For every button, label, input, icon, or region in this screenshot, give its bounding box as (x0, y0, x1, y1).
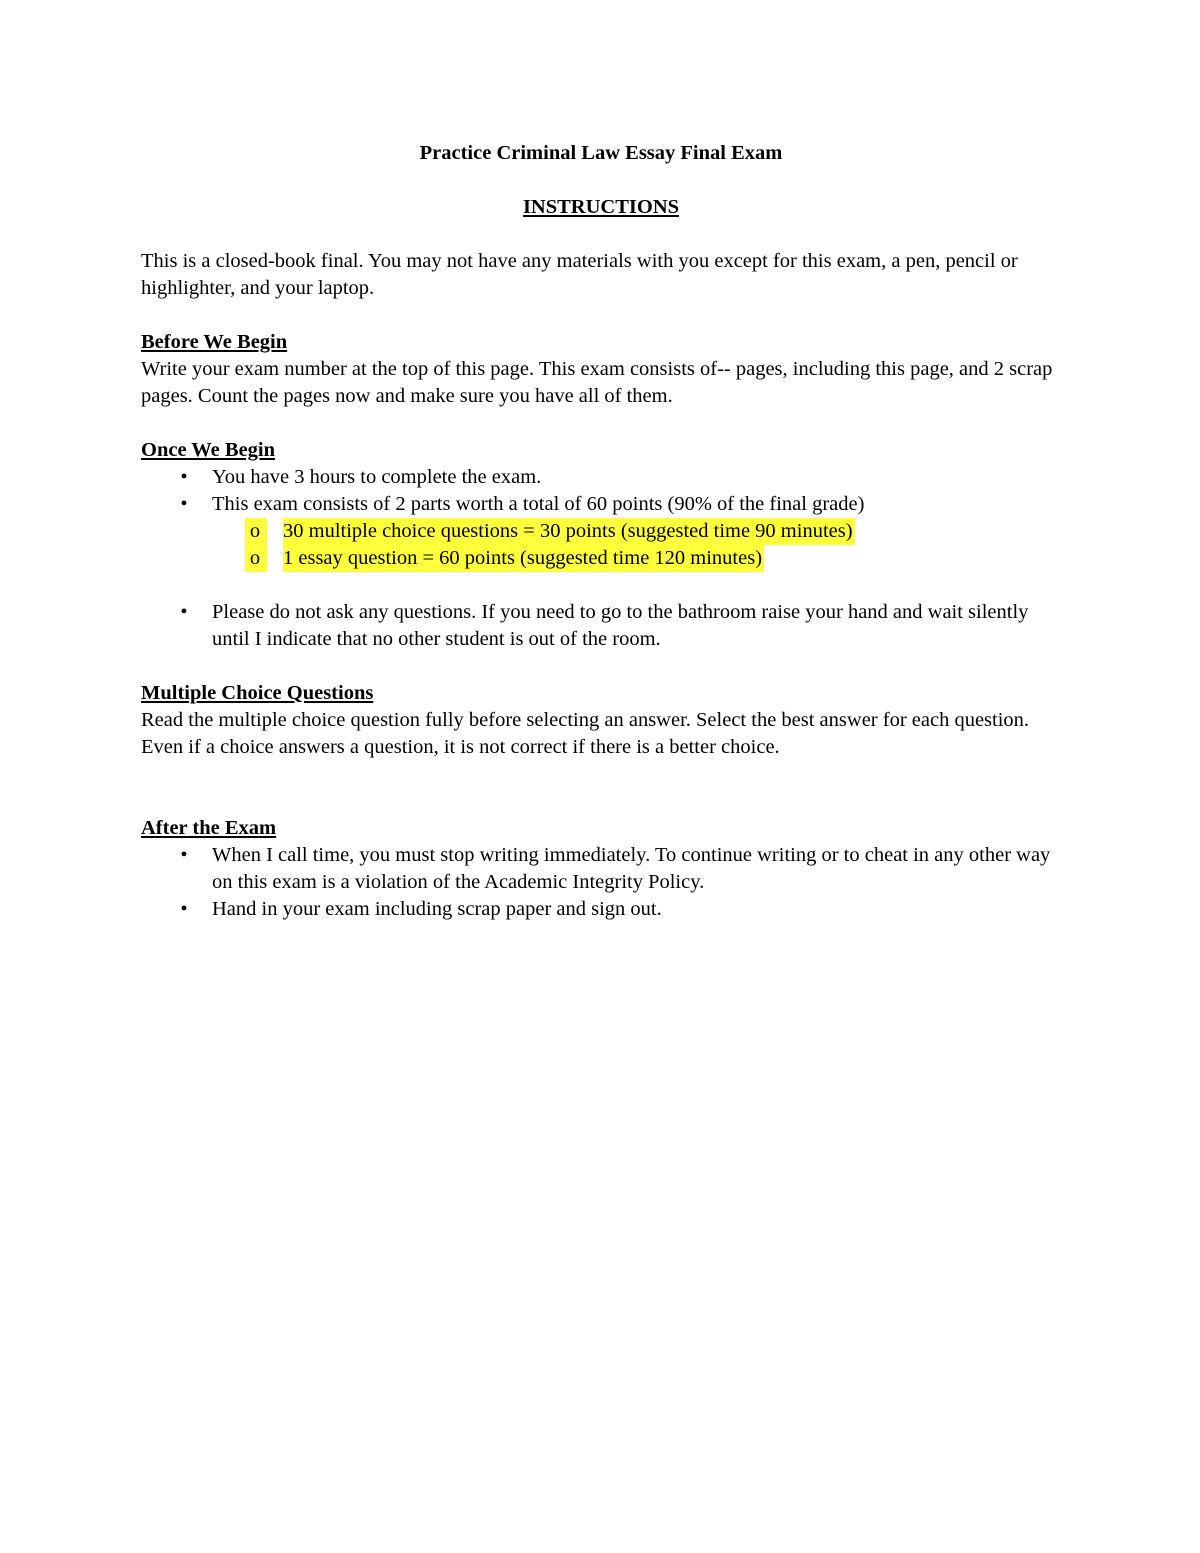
document-title: Practice Criminal Law Essay Final Exam (419, 142, 783, 164)
section-after-exam (141, 815, 1061, 923)
list-item-text: When I call time, you must stop writing immediately. To continue writing or to cheat in any other way on this exam is a violation of the Academic Integrity Policy. (212, 844, 1051, 893)
circle-bullet-icon: o (245, 545, 267, 572)
section-before-we-begin (141, 329, 1061, 410)
intro-paragraph: This is a closed-book final. You may not have any materials with you except for this exam, a pen, pencil or highlighter, and your laptop. (141, 250, 1018, 299)
bullet-icon: • (180, 466, 188, 488)
list-item (141, 491, 1061, 572)
highlighted-text: 30 multiple choice questions = 30 points (suggested time 90 minutes) (283, 518, 855, 545)
section-once-we-begin (141, 437, 1061, 653)
list-item (141, 599, 1061, 653)
section-heading-before-we-begin: Before We Begin (141, 331, 288, 353)
multiple-choice-text: Read the multiple choice question fully before selecting an answer. Select the best answer for each question. Even if a choice answers a question, it is not correct if there is a better choice. (141, 709, 1030, 758)
exam-parts-sublist (212, 518, 1061, 572)
circle-bullet-icon: o (245, 518, 267, 545)
before-we-begin-text: Write your exam number at the top of this page. This exam consists of-- pages, including this page, and 2 scrap pages. Count the pages now and make sure you have all of them. (141, 358, 1053, 407)
list-item-text: This exam consists of 2 parts worth a total of 60 points (90% of the final grade) (212, 493, 865, 515)
list-item-text: Please do not ask any questions. If you need to go to the bathroom raise your hand and wait silently until I indicate that no other student is out of the room. (212, 601, 1029, 650)
list-item-text: You have 3 hours to complete the exam. (212, 466, 542, 488)
instructions-heading: INSTRUCTIONS (522, 196, 680, 218)
bullet-icon: • (180, 493, 188, 515)
list-item (141, 842, 1061, 896)
document-page (141, 140, 1061, 923)
section-multiple-choice (141, 680, 1061, 761)
sub-list-item (141, 518, 1061, 545)
after-exam-list (141, 842, 1061, 923)
bullet-icon: • (180, 844, 188, 866)
section-heading-once-we-begin: Once We Begin (141, 439, 276, 461)
list-item-text: Hand in your exam including scrap paper and sign out. (212, 898, 662, 920)
bullet-icon: • (180, 601, 188, 623)
section-heading-after-exam: After the Exam (141, 817, 277, 839)
bullet-icon: • (180, 898, 188, 920)
list-item (141, 464, 1061, 491)
once-we-begin-list (141, 464, 1061, 653)
section-heading-multiple-choice: Multiple Choice Questions (141, 682, 374, 704)
sub-list-item (141, 545, 1061, 572)
highlighted-text: 1 essay question = 60 points (suggested time 120 minutes) (283, 545, 764, 572)
list-item (141, 896, 1061, 923)
